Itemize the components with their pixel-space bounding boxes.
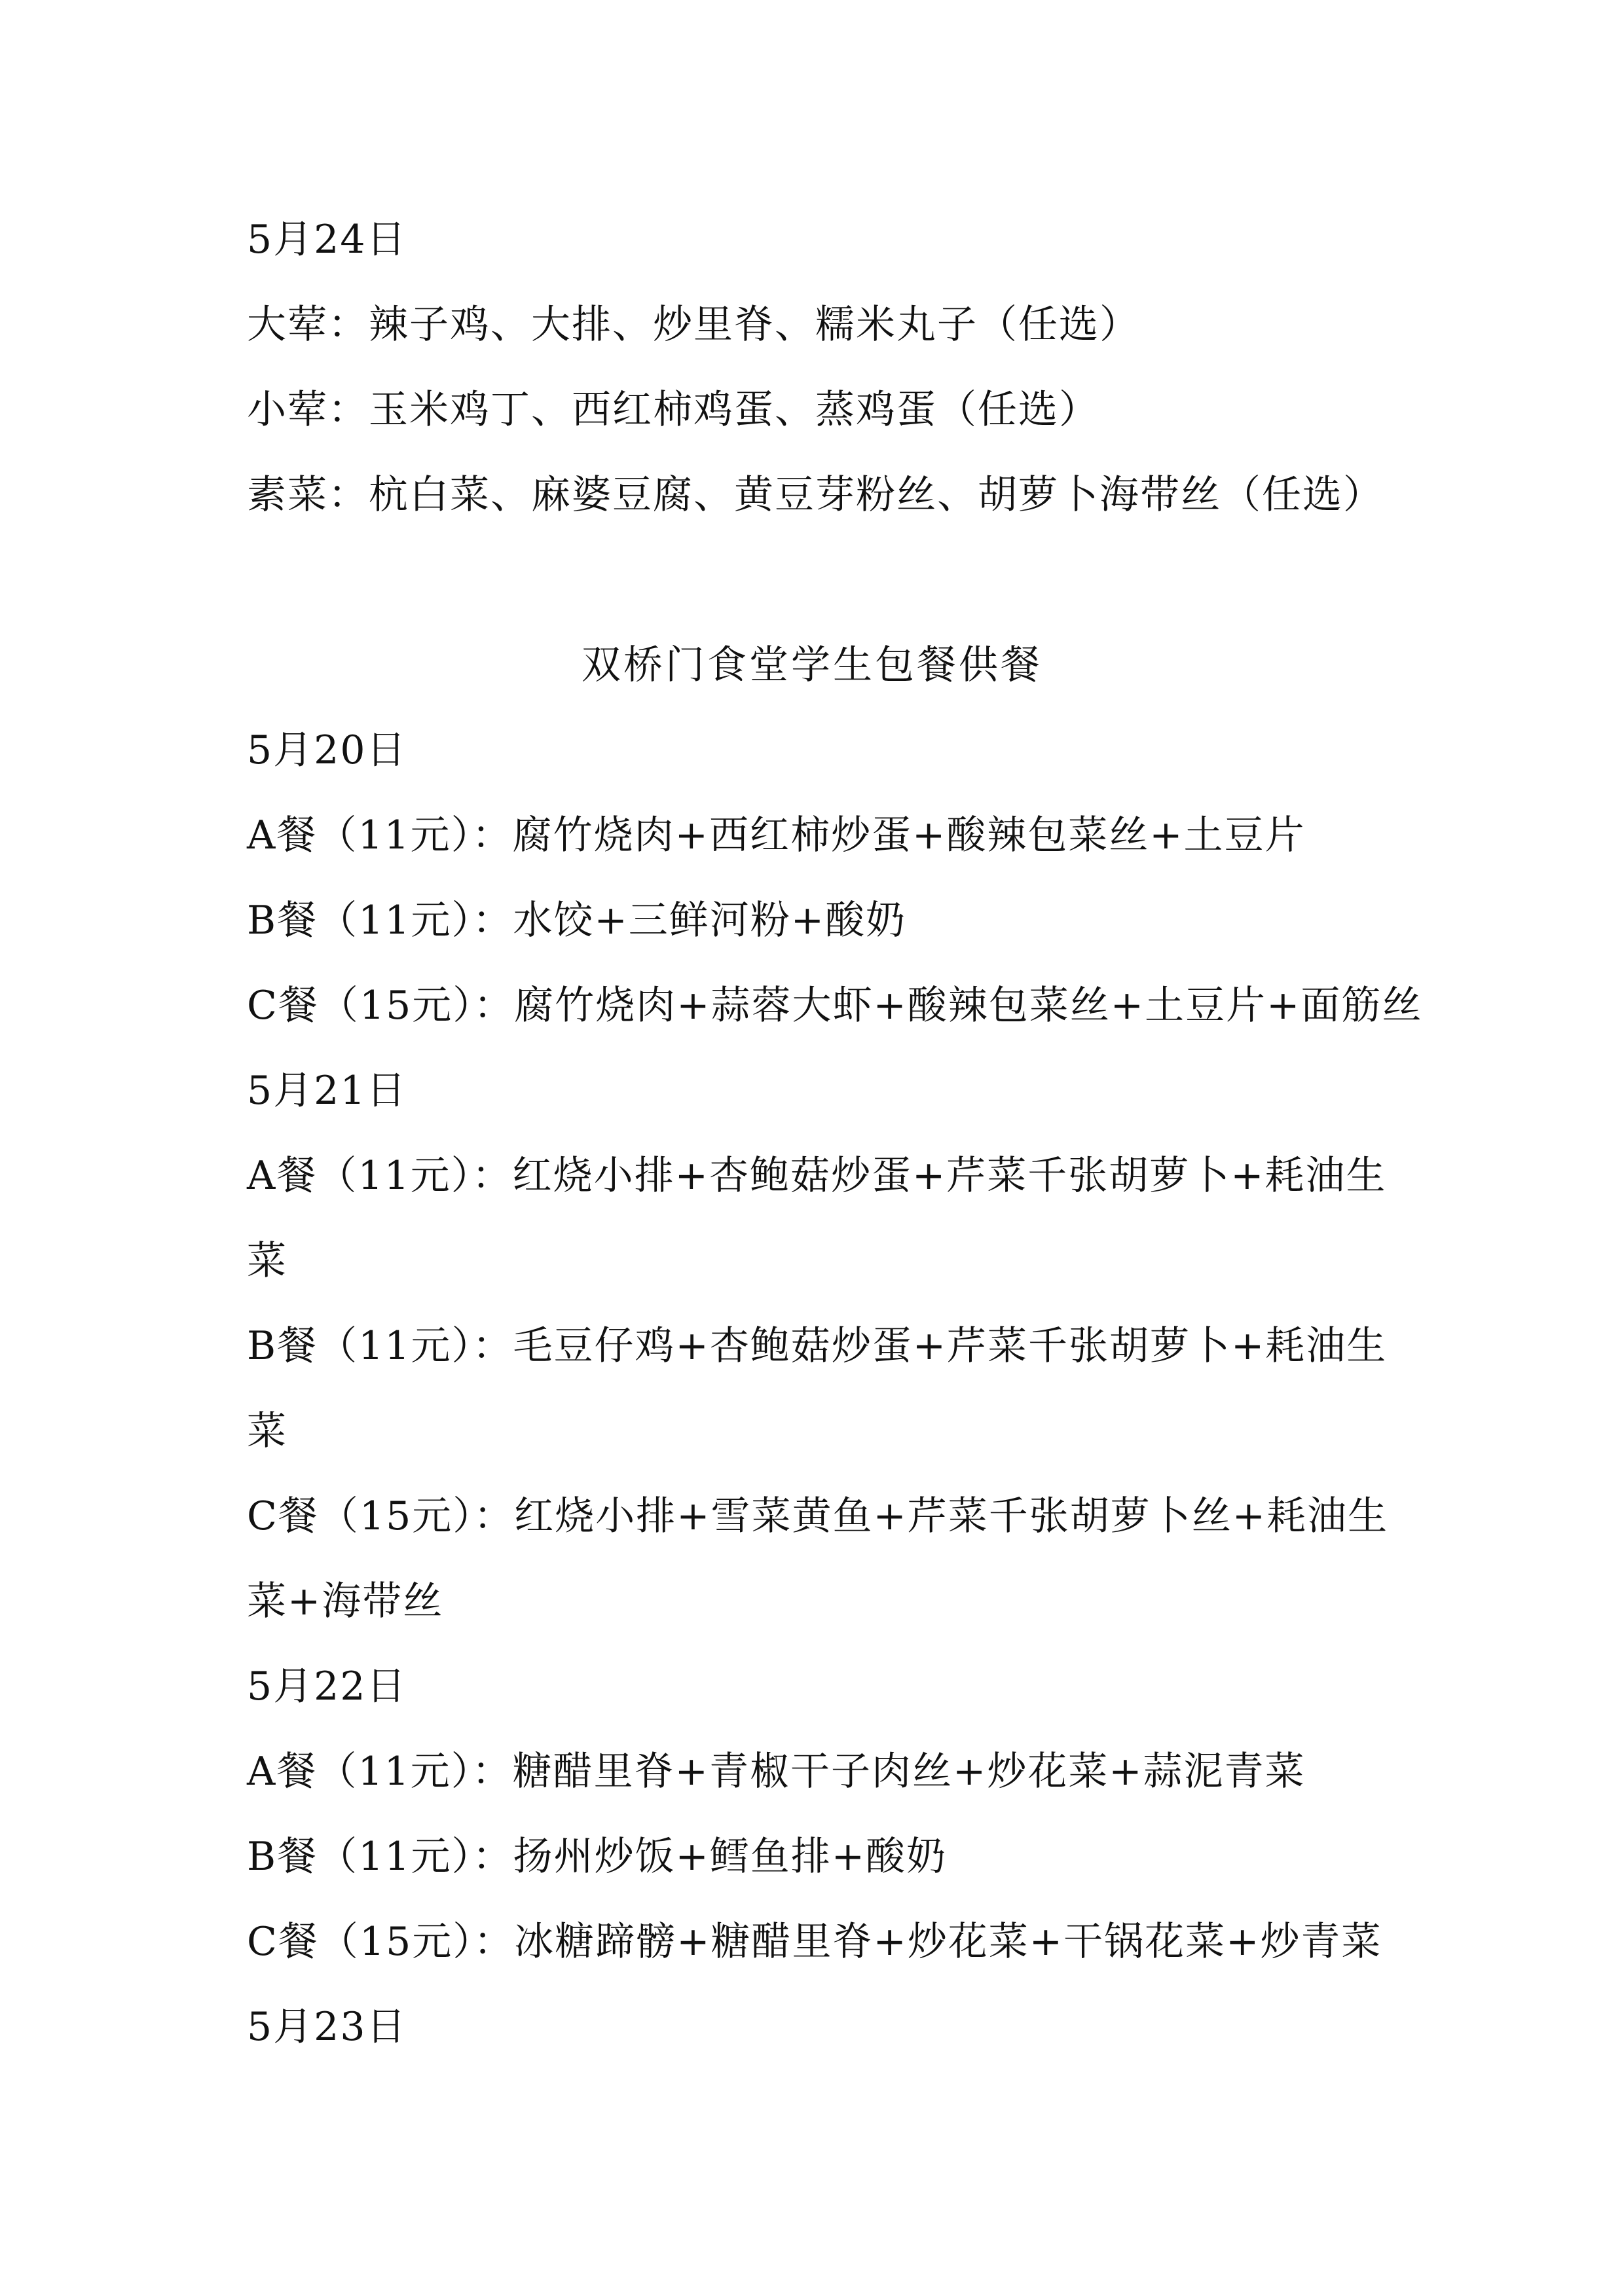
- may21-meal-b: B餐（11元）：毛豆仔鸡+杏鲍菇炒蛋+芹菜千张胡萝卜+耗油生: [247, 1323, 1388, 1369]
- menu-line-big-meat: 大荤：辣子鸡、大排、炒里脊、糯米丸子（任选）: [247, 302, 1140, 348]
- may21-meal-a: A餐（11元）：红烧小排+杏鲍菇炒蛋+芹菜千张胡萝卜+耗油生: [247, 1153, 1387, 1199]
- may20-meal-c: C餐（15元）：腐竹烧肉+蒜蓉大虾+酸辣包菜丝+土豆片+面筋丝: [247, 983, 1423, 1029]
- may20-meal-b: B餐（11元）：水饺+三鲜河粉+酸奶: [247, 898, 906, 943]
- date-may-24: 5月24日: [247, 217, 407, 263]
- menu-line-small-meat: 小荤：玉米鸡丁、西红柿鸡蛋、蒸鸡蛋（任选）: [247, 387, 1099, 433]
- may21-meal-c: C餐（15元）：红烧小排+雪菜黄鱼+芹菜千张胡萝卜丝+耗油生: [247, 1493, 1389, 1539]
- may22-meal-a: A餐（11元）：糖醋里脊+青椒干子肉丝+炒花菜+蒜泥青菜: [247, 1749, 1306, 1795]
- date-may-22: 5月22日: [247, 1664, 407, 1709]
- may20-meal-a: A餐（11元）：腐竹烧肉+西红柿炒蛋+酸辣包菜丝+土豆片: [247, 812, 1306, 858]
- may22-meal-c: C餐（15元）：冰糖蹄髈+糖醋里脊+炒花菜+干锅花菜+炒青菜: [247, 1919, 1382, 1965]
- date-may-21: 5月21日: [247, 1068, 407, 1114]
- menu-line-vegetables: 素菜：杭白菜、麻婆豆腐、黄豆芽粉丝、胡萝卜海带丝（任选）: [247, 472, 1384, 518]
- may21-meal-a-cont: 菜: [247, 1238, 287, 1284]
- may21-meal-b-cont: 菜: [247, 1408, 287, 1454]
- date-may-20: 5月20日: [247, 727, 407, 773]
- date-may-23: 5月23日: [247, 2004, 407, 2050]
- may22-meal-b: B餐（11元）：扬州炒饭+鳕鱼排+酸奶: [247, 1834, 947, 1880]
- section-title: 双桥门食堂学生包餐供餐: [581, 642, 1043, 688]
- may21-meal-c-cont: 菜+海带丝: [247, 1578, 444, 1624]
